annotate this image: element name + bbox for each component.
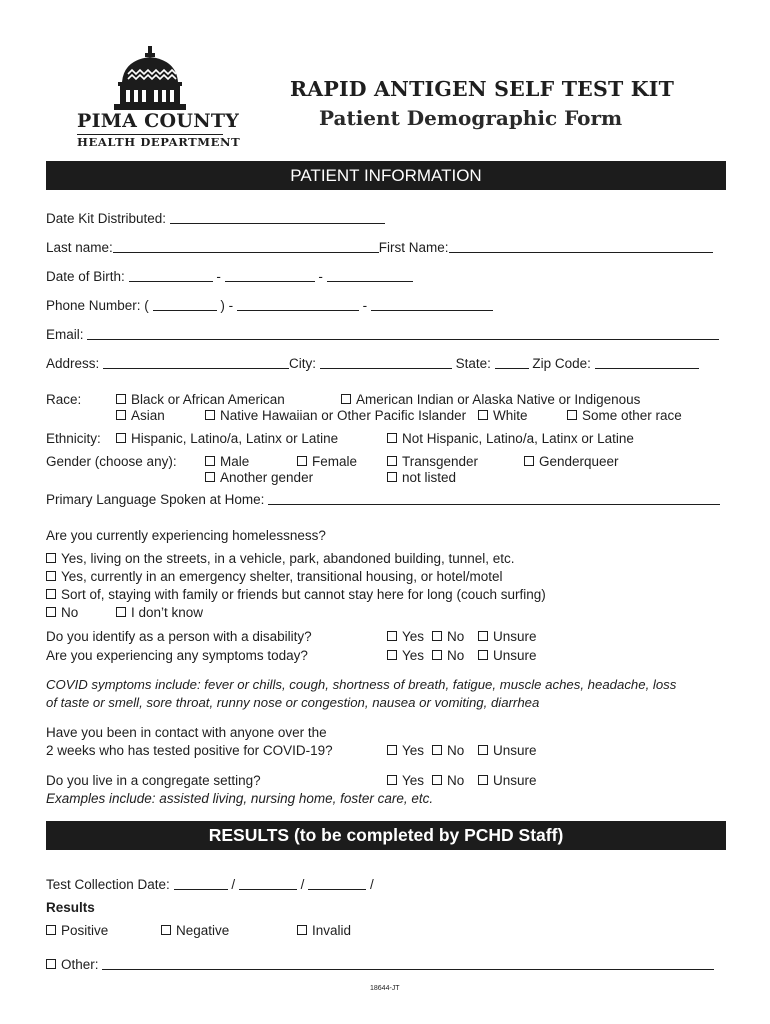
city-field[interactable] bbox=[320, 357, 452, 369]
gender-option-label: Another gender bbox=[220, 470, 314, 485]
patient-information-heading bbox=[46, 161, 726, 190]
ethnicity-option-hispanic[interactable] bbox=[116, 432, 338, 446]
phone-line-field[interactable] bbox=[371, 299, 493, 311]
checkbox-icon bbox=[46, 589, 56, 599]
checkbox-icon bbox=[46, 925, 56, 935]
dob-label: Date of Birth: bbox=[46, 269, 125, 284]
congregate-unsure[interactable] bbox=[478, 774, 537, 788]
phone-area-field[interactable] bbox=[153, 299, 217, 311]
gender-option-not-listed[interactable] bbox=[387, 471, 456, 485]
other-label: Other: bbox=[61, 957, 99, 972]
checkbox-icon bbox=[387, 631, 397, 641]
dob-sep-2: - bbox=[318, 269, 323, 284]
checkbox-icon bbox=[432, 745, 442, 755]
dob-day-field[interactable] bbox=[225, 270, 315, 282]
zip-label: Zip Code: bbox=[532, 356, 591, 371]
symptoms-no[interactable] bbox=[432, 649, 464, 663]
symptoms-question: Are you experiencing any symptoms today? bbox=[46, 648, 308, 663]
patient-information-heading-text: PATIENT INFORMATION bbox=[290, 165, 482, 185]
org-name: PIMA COUNTY bbox=[77, 110, 240, 132]
homeless-option-couch-surfing[interactable] bbox=[46, 588, 546, 602]
checkbox-icon bbox=[387, 775, 397, 785]
checkbox-icon bbox=[161, 925, 171, 935]
gender-option-genderqueer[interactable] bbox=[524, 455, 619, 469]
gender-option-another[interactable] bbox=[205, 471, 313, 485]
checkbox-icon bbox=[432, 631, 442, 641]
collection-date-label: Test Collection Date: bbox=[46, 877, 170, 892]
date-sep-1: / bbox=[231, 877, 236, 892]
option-label: No bbox=[447, 743, 465, 758]
option-label: Unsure bbox=[493, 743, 537, 758]
checkbox-icon bbox=[116, 433, 126, 443]
contact-no[interactable] bbox=[432, 744, 464, 758]
race-option-label: White bbox=[493, 408, 528, 423]
homeless-option-streets[interactable] bbox=[46, 552, 515, 566]
checkbox-icon bbox=[478, 631, 488, 641]
gender-option-female[interactable] bbox=[297, 455, 357, 469]
symptoms-unsure[interactable] bbox=[478, 649, 537, 663]
ethnicity-option-label: Hispanic, Latino/a, Latinx or Latine bbox=[131, 431, 339, 446]
option-label: Yes bbox=[402, 743, 425, 758]
results-label: Results bbox=[46, 900, 95, 915]
disability-no[interactable] bbox=[432, 630, 464, 644]
county-logo bbox=[74, 46, 241, 151]
phone-prefix-field[interactable] bbox=[237, 299, 359, 311]
checkbox-icon bbox=[46, 959, 56, 969]
checkbox-icon bbox=[387, 650, 397, 660]
state-label: State: bbox=[455, 356, 491, 371]
contact-unsure[interactable] bbox=[478, 744, 537, 758]
contact-yes[interactable] bbox=[387, 744, 424, 758]
email-label: Email: bbox=[46, 327, 84, 342]
disability-question: Do you identify as a person with a disability? bbox=[46, 629, 312, 644]
race-option-label: Asian bbox=[131, 408, 165, 423]
race-option-white[interactable] bbox=[478, 409, 528, 423]
email-field[interactable] bbox=[87, 328, 719, 340]
gender-option-label: Genderqueer bbox=[539, 454, 619, 469]
option-label: No bbox=[447, 648, 465, 663]
homeless-option-label: Sort of, staying with family or friends but cannot stay here for long (couch surfing) bbox=[61, 587, 546, 602]
covid-symptoms-note-line1: COVID symptoms include: fever or chills, cough, shortness of breath, fatigue, muscle aches, headache, loss bbox=[46, 677, 677, 692]
gender-option-transgender[interactable] bbox=[387, 455, 478, 469]
homeless-question: Are you currently experiencing homelessness? bbox=[46, 528, 326, 543]
checkbox-icon bbox=[205, 410, 215, 420]
checkbox-icon bbox=[341, 394, 351, 404]
courthouse-dome-icon bbox=[74, 46, 226, 112]
race-option-native-hawaiian[interactable] bbox=[205, 409, 466, 423]
race-option-black[interactable] bbox=[116, 393, 285, 407]
language-label: Primary Language Spoken at Home: bbox=[46, 492, 265, 507]
checkbox-icon bbox=[116, 410, 126, 420]
checkbox-icon bbox=[205, 456, 215, 466]
race-option-label: Some other race bbox=[582, 408, 682, 423]
address-field[interactable] bbox=[103, 357, 289, 369]
result-option-label: Positive bbox=[61, 923, 109, 938]
symptoms-yes[interactable] bbox=[387, 649, 424, 663]
checkbox-icon bbox=[46, 553, 56, 563]
checkbox-icon bbox=[387, 456, 397, 466]
homeless-option-dont-know[interactable] bbox=[116, 606, 203, 620]
language-row bbox=[46, 493, 720, 507]
result-option-negative[interactable] bbox=[161, 924, 229, 938]
city-label: City: bbox=[289, 356, 317, 371]
gender-option-label: Female bbox=[312, 454, 358, 469]
ethnicity-option-label: Not Hispanic, Latino/a, Latinx or Latine bbox=[402, 431, 634, 446]
date-sep-2: / bbox=[300, 877, 305, 892]
option-label: Yes bbox=[402, 629, 425, 644]
disability-unsure[interactable] bbox=[478, 630, 537, 644]
date-sep-3: / bbox=[369, 877, 374, 892]
congregate-question: Do you live in a congregate setting? bbox=[46, 773, 261, 788]
first-name-label: First Name: bbox=[378, 240, 449, 255]
form-title: RAPID ANTIGEN SELF TEST KIT bbox=[290, 77, 675, 101]
checkbox-icon bbox=[46, 607, 56, 617]
checkbox-icon bbox=[478, 410, 488, 420]
date-kit-label: Date Kit Distributed: bbox=[46, 211, 167, 226]
date-kit-row bbox=[46, 212, 385, 226]
checkbox-icon bbox=[297, 925, 307, 935]
zip-field[interactable] bbox=[595, 357, 699, 369]
other-field[interactable] bbox=[102, 958, 714, 970]
race-option-other[interactable] bbox=[567, 409, 682, 423]
ethnicity-label: Ethnicity: bbox=[46, 431, 101, 446]
gender-option-label: not listed bbox=[402, 470, 457, 485]
homeless-option-label: No bbox=[61, 605, 79, 620]
checkbox-icon bbox=[567, 410, 577, 420]
collection-month-field[interactable] bbox=[174, 878, 228, 890]
phone-sep-1: ) - bbox=[220, 298, 234, 313]
checkbox-icon bbox=[524, 456, 534, 466]
checkbox-icon bbox=[478, 650, 488, 660]
option-label: Unsure bbox=[493, 648, 537, 663]
gender-label: Gender (choose any): bbox=[46, 454, 177, 469]
race-option-american-indian[interactable] bbox=[341, 393, 640, 407]
phone-sep-2: - bbox=[362, 298, 368, 313]
gender-option-label: Transgender bbox=[402, 454, 479, 469]
checkbox-icon bbox=[478, 775, 488, 785]
name-row bbox=[46, 241, 713, 255]
checkbox-icon bbox=[116, 394, 126, 404]
homeless-option-no[interactable] bbox=[46, 606, 78, 620]
dob-sep-1: - bbox=[216, 269, 221, 284]
homeless-option-label: Yes, living on the streets, in a vehicle, park, abandoned building, tunnel, etc. bbox=[61, 551, 515, 566]
checkbox-icon bbox=[46, 571, 56, 581]
race-option-label: Native Hawaiian or Other Pacific Islander bbox=[220, 408, 467, 423]
date-kit-field[interactable] bbox=[170, 212, 385, 224]
disability-yes[interactable] bbox=[387, 630, 424, 644]
phone-label: Phone Number: ( bbox=[46, 298, 149, 313]
results-heading-text: RESULTS (to be completed by PCHD Staff) bbox=[208, 825, 564, 845]
result-option-label: Negative bbox=[176, 923, 230, 938]
form-subtitle: Patient Demographic Form bbox=[319, 106, 623, 130]
address-label: Address: bbox=[46, 356, 100, 371]
checkbox-icon bbox=[387, 745, 397, 755]
congregate-no[interactable] bbox=[432, 774, 464, 788]
ethnicity-option-not-hispanic[interactable] bbox=[387, 432, 634, 446]
checkbox-icon bbox=[387, 472, 397, 482]
results-heading bbox=[46, 821, 726, 850]
race-option-asian[interactable] bbox=[116, 409, 165, 423]
checkbox-icon bbox=[478, 745, 488, 755]
address-row bbox=[46, 357, 699, 371]
checkbox-icon bbox=[432, 650, 442, 660]
checkbox-icon bbox=[387, 433, 397, 443]
congregate-yes[interactable] bbox=[387, 774, 424, 788]
homeless-option-shelter[interactable] bbox=[46, 570, 503, 584]
phone-row bbox=[46, 299, 493, 313]
option-label: No bbox=[447, 773, 465, 788]
race-label: Race: bbox=[46, 392, 82, 407]
form-code: 18644-JT bbox=[370, 985, 400, 992]
option-label: Unsure bbox=[493, 629, 537, 644]
homeless-option-label: I don’t know bbox=[131, 605, 204, 620]
homeless-option-label: Yes, currently in an emergency shelter, transitional housing, or hotel/motel bbox=[61, 569, 503, 584]
congregate-examples: Examples include: assisted living, nursing home, foster care, etc. bbox=[46, 791, 434, 806]
option-label: Unsure bbox=[493, 773, 537, 788]
checkbox-icon bbox=[116, 607, 126, 617]
result-option-positive[interactable] bbox=[46, 924, 108, 938]
result-option-invalid[interactable] bbox=[297, 924, 351, 938]
gender-option-male[interactable] bbox=[205, 455, 249, 469]
last-name-label: Last name: bbox=[46, 240, 113, 255]
checkbox-icon bbox=[297, 456, 307, 466]
checkbox-icon bbox=[432, 775, 442, 785]
last-name-field[interactable] bbox=[113, 241, 379, 253]
option-label: No bbox=[447, 629, 465, 644]
language-field[interactable] bbox=[268, 493, 720, 505]
dob-month-field[interactable] bbox=[129, 270, 213, 282]
contact-question-line2: 2 weeks who has tested positive for COVID-19? bbox=[46, 743, 333, 758]
collection-year-field[interactable] bbox=[308, 878, 366, 890]
collection-day-field[interactable] bbox=[239, 878, 297, 890]
collection-date-row bbox=[46, 878, 374, 892]
option-label: Yes bbox=[402, 773, 425, 788]
org-department: HEALTH DEPARTMENT bbox=[77, 135, 241, 149]
race-option-label: American Indian or Alaska Native or Indigenous bbox=[356, 392, 641, 407]
state-field[interactable] bbox=[495, 357, 529, 369]
contact-question-line1: Have you been in contact with anyone over the bbox=[46, 725, 327, 740]
dob-row bbox=[46, 270, 413, 284]
gender-option-label: Male bbox=[220, 454, 250, 469]
checkbox-icon bbox=[205, 472, 215, 482]
email-row bbox=[46, 328, 719, 342]
dob-year-field[interactable] bbox=[327, 270, 413, 282]
covid-symptoms-note-line2: of taste or smell, sore throat, runny nose or congestion, nausea or vomiting, diarrhea bbox=[46, 695, 540, 710]
result-option-other[interactable] bbox=[46, 958, 714, 972]
option-label: Yes bbox=[402, 648, 425, 663]
result-option-label: Invalid bbox=[312, 923, 352, 938]
race-option-label: Black or African American bbox=[131, 392, 285, 407]
first-name-field[interactable] bbox=[449, 241, 713, 253]
